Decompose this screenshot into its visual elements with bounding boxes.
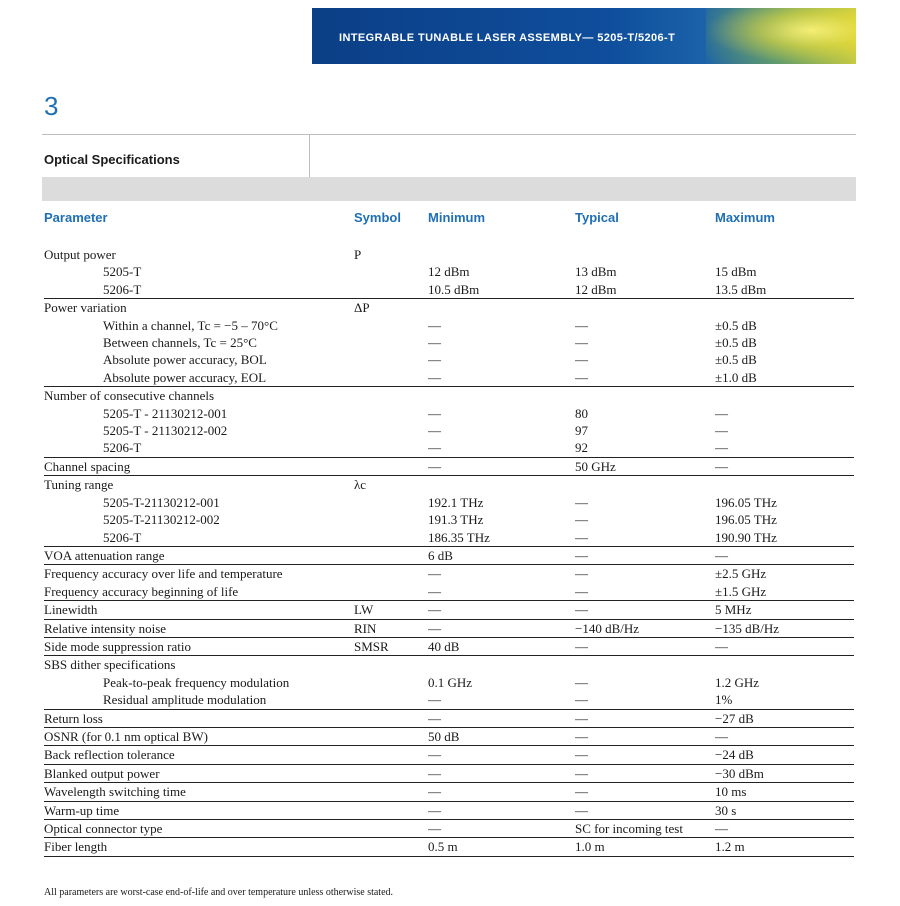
typical-cell: — bbox=[575, 566, 588, 582]
maximum-cell: — bbox=[715, 405, 728, 421]
param-cell: 5205-T-21130212-001 bbox=[103, 494, 220, 510]
minimum-cell: 12 dBm bbox=[428, 264, 470, 280]
symbol-cell bbox=[354, 439, 428, 457]
maximum-cell: 13.5 dBm bbox=[715, 281, 854, 299]
param-cell: Channel spacing bbox=[44, 457, 354, 475]
param-cell: Return loss bbox=[44, 709, 354, 727]
minimum-cell: — bbox=[428, 369, 575, 387]
typical-cell bbox=[575, 246, 715, 263]
minimum-cell: — bbox=[428, 764, 575, 782]
minimum-cell: — bbox=[428, 746, 575, 764]
section-divider bbox=[42, 134, 856, 135]
minimum-cell: 40 dB bbox=[428, 637, 575, 655]
symbol-cell bbox=[354, 317, 428, 334]
section-title: Optical Specifications bbox=[44, 152, 180, 167]
param-cell: Peak-to-peak frequency modulation bbox=[103, 674, 290, 690]
typical-cell: — bbox=[575, 783, 715, 801]
typical-cell: — bbox=[575, 637, 715, 655]
symbol-cell bbox=[354, 709, 428, 727]
table-row bbox=[44, 439, 854, 457]
typical-cell: — bbox=[575, 764, 715, 782]
symbol-cell bbox=[354, 387, 428, 405]
table-row bbox=[44, 838, 854, 856]
typical-cell: 92 bbox=[575, 439, 715, 457]
symbol-cell bbox=[354, 422, 428, 439]
typical-cell bbox=[575, 387, 715, 405]
symbol-cell bbox=[354, 764, 428, 782]
minimum-cell: 0.5 m bbox=[428, 838, 575, 856]
param-cell: Tuning range bbox=[44, 477, 114, 493]
banner-glow bbox=[706, 8, 856, 64]
symbol-cell bbox=[354, 281, 428, 299]
table-row bbox=[44, 674, 854, 691]
symbol-cell bbox=[354, 565, 428, 583]
table-row bbox=[44, 709, 854, 727]
typical-cell: — bbox=[575, 317, 588, 333]
maximum-cell: ±0.5 dB bbox=[715, 317, 757, 333]
table-row bbox=[44, 727, 854, 745]
param-cell: Frequency accuracy beginning of life bbox=[44, 583, 354, 601]
symbol-cell bbox=[354, 820, 428, 838]
typical-cell: — bbox=[575, 746, 715, 764]
minimum-cell: — bbox=[428, 439, 575, 457]
specifications-table bbox=[44, 246, 854, 857]
table-row bbox=[44, 299, 854, 317]
minimum-cell: 186.35 THz bbox=[428, 529, 575, 547]
minimum-cell: — bbox=[428, 335, 441, 351]
typical-cell: 50 GHz bbox=[575, 457, 715, 475]
typical-cell: — bbox=[575, 494, 588, 510]
maximum-cell bbox=[715, 299, 854, 317]
maximum-cell: — bbox=[715, 457, 854, 475]
maximum-cell: 1.2 m bbox=[715, 838, 854, 856]
typical-cell: 80 bbox=[575, 405, 588, 421]
symbol-cell: RIN bbox=[354, 619, 428, 637]
maximum-cell: — bbox=[715, 439, 854, 457]
typical-cell: — bbox=[575, 709, 715, 727]
maximum-cell: ±1.5 GHz bbox=[715, 583, 854, 601]
typical-cell: −140 dB/Hz bbox=[575, 619, 715, 637]
param-cell: 5206-T bbox=[44, 529, 354, 547]
symbol-cell: λc bbox=[354, 477, 367, 493]
minimum-cell: — bbox=[428, 566, 441, 582]
typical-cell: — bbox=[575, 369, 715, 387]
table-row bbox=[44, 801, 854, 819]
maximum-cell: −30 dBm bbox=[715, 764, 854, 782]
param-cell: Linewidth bbox=[44, 601, 354, 619]
table-row bbox=[44, 820, 854, 838]
symbol-cell: P bbox=[354, 247, 362, 262]
param-cell: Back reflection tolerance bbox=[44, 746, 354, 764]
param-cell: 5205-T bbox=[103, 264, 142, 280]
header-band bbox=[42, 177, 856, 201]
maximum-cell: 30 s bbox=[715, 801, 854, 819]
typical-cell: — bbox=[575, 529, 715, 547]
param-cell: Relative intensity noise bbox=[44, 619, 354, 637]
typical-cell: — bbox=[575, 512, 588, 528]
maximum-cell: 15 dBm bbox=[715, 264, 757, 280]
symbol-cell: SMSR bbox=[354, 637, 428, 655]
symbol-cell bbox=[354, 746, 428, 764]
table-row bbox=[44, 494, 854, 511]
table-row bbox=[44, 637, 854, 655]
symbol-cell bbox=[354, 546, 428, 564]
maximum-cell bbox=[715, 246, 854, 263]
minimum-cell: 10.5 dBm bbox=[428, 281, 575, 299]
maximum-cell bbox=[715, 476, 854, 494]
minimum-cell bbox=[428, 476, 575, 494]
symbol-cell: ΔP bbox=[354, 300, 370, 316]
maximum-cell: 196.05 THz bbox=[715, 512, 777, 528]
minimum-cell: 50 dB bbox=[428, 727, 575, 745]
maximum-cell bbox=[715, 656, 854, 674]
maximum-cell: −27 dB bbox=[715, 709, 854, 727]
symbol-cell bbox=[354, 263, 428, 280]
typical-cell bbox=[575, 299, 715, 317]
symbol-cell bbox=[354, 511, 428, 528]
maximum-cell bbox=[715, 387, 854, 405]
param-cell: 5205-T - 21130212-001 bbox=[103, 405, 228, 421]
param-cell: Number of consecutive channels bbox=[44, 388, 215, 404]
typical-cell bbox=[575, 656, 715, 674]
param-cell: Between channels, Tc = 25°C bbox=[103, 335, 257, 351]
param-cell: Side mode suppression ratio bbox=[44, 637, 354, 655]
table-row bbox=[44, 583, 854, 601]
maximum-cell: — bbox=[715, 820, 854, 838]
param-cell: Frequency accuracy over life and temperature bbox=[44, 566, 283, 582]
param-cell: Wavelength switching time bbox=[44, 783, 354, 801]
table-row bbox=[44, 529, 854, 547]
symbol-cell bbox=[354, 405, 428, 422]
maximum-cell: ±0.5 dB bbox=[715, 352, 757, 368]
minimum-cell bbox=[428, 387, 575, 405]
symbol-cell bbox=[354, 583, 428, 601]
banner-title: INTEGRABLE TUNABLE LASER ASSEMBLY— 5205-T/5206-T bbox=[339, 32, 676, 44]
table-row bbox=[44, 387, 854, 405]
maximum-cell: 196.05 THz bbox=[715, 494, 777, 510]
maximum-cell: ±2.5 GHz bbox=[715, 566, 767, 582]
minimum-cell: — bbox=[428, 820, 575, 838]
symbol-cell: LW bbox=[354, 601, 428, 619]
typical-cell: — bbox=[575, 352, 588, 368]
col-header-minimum: Minimum bbox=[428, 210, 486, 225]
minimum-cell: 192.1 THz bbox=[428, 494, 484, 510]
table-row bbox=[44, 511, 854, 528]
minimum-cell bbox=[428, 246, 575, 263]
param-cell: Blanked output power bbox=[44, 764, 354, 782]
maximum-cell: 1.2 GHz bbox=[715, 674, 760, 690]
param-cell: Optical connector type bbox=[44, 820, 354, 838]
table-row bbox=[44, 783, 854, 801]
table-row bbox=[44, 601, 854, 619]
col-header-symbol: Symbol bbox=[354, 210, 401, 225]
typical-cell: 97 bbox=[575, 423, 588, 439]
table-row bbox=[44, 656, 854, 674]
symbol-cell bbox=[354, 674, 428, 691]
header-banner bbox=[312, 8, 856, 64]
specifications-table-body bbox=[44, 246, 854, 856]
param-cell: Residual amplitude modulation bbox=[44, 691, 354, 709]
maximum-cell: 1% bbox=[715, 691, 854, 709]
maximum-cell: 5 MHz bbox=[715, 601, 854, 619]
typical-cell: 12 dBm bbox=[575, 281, 715, 299]
footnote: All parameters are worst-case end-of-life and over temperature unless otherwise stated. bbox=[44, 887, 394, 898]
symbol-cell bbox=[354, 334, 428, 351]
minimum-cell: 191.3 THz bbox=[428, 512, 484, 528]
table-row bbox=[44, 246, 854, 263]
table-row bbox=[44, 422, 854, 439]
table-row bbox=[44, 263, 854, 280]
table-row bbox=[44, 281, 854, 299]
table-row bbox=[44, 334, 854, 351]
symbol-cell bbox=[354, 801, 428, 819]
minimum-cell: — bbox=[428, 801, 575, 819]
param-cell: Fiber length bbox=[44, 838, 354, 856]
table-row bbox=[44, 546, 854, 564]
param-cell: 5206-T bbox=[44, 439, 354, 457]
minimum-cell: 6 dB bbox=[428, 546, 575, 564]
table-row bbox=[44, 351, 854, 368]
typical-cell bbox=[575, 476, 715, 494]
typical-cell: — bbox=[575, 801, 715, 819]
maximum-cell: — bbox=[715, 423, 728, 439]
typical-cell: 1.0 m bbox=[575, 838, 715, 856]
maximum-cell: −24 dB bbox=[715, 746, 854, 764]
table-row bbox=[44, 691, 854, 709]
maximum-cell: — bbox=[715, 546, 854, 564]
param-cell: Output power bbox=[44, 247, 116, 262]
table-row bbox=[44, 317, 854, 334]
table-row bbox=[44, 405, 854, 422]
minimum-cell: — bbox=[428, 601, 575, 619]
typical-cell: — bbox=[575, 674, 588, 690]
minimum-cell: — bbox=[428, 352, 441, 368]
symbol-cell bbox=[354, 691, 428, 709]
minimum-cell: — bbox=[428, 317, 441, 333]
maximum-cell: — bbox=[715, 727, 854, 745]
param-cell: Within a channel, Tc = −5 – 70°C bbox=[103, 317, 278, 333]
symbol-cell bbox=[354, 838, 428, 856]
param-cell: 5205-T - 21130212-002 bbox=[103, 423, 228, 439]
param-cell: SBS dither specifications bbox=[44, 657, 176, 673]
symbol-cell bbox=[354, 656, 428, 674]
param-cell: 5205-T-21130212-002 bbox=[103, 512, 220, 528]
param-cell: OSNR (for 0.1 nm optical BW) bbox=[44, 727, 354, 745]
col-header-maximum: Maximum bbox=[715, 210, 775, 225]
param-cell: 5206-T bbox=[44, 281, 354, 299]
symbol-cell bbox=[354, 783, 428, 801]
symbol-cell bbox=[354, 369, 428, 387]
minimum-cell bbox=[428, 656, 575, 674]
minimum-cell: — bbox=[428, 619, 575, 637]
col-header-parameter: Parameter bbox=[44, 210, 108, 225]
minimum-cell: 0.1 GHz bbox=[428, 674, 473, 690]
minimum-cell: — bbox=[428, 709, 575, 727]
symbol-cell bbox=[354, 727, 428, 745]
minimum-cell bbox=[428, 299, 575, 317]
typical-cell: — bbox=[575, 583, 715, 601]
table-row bbox=[44, 746, 854, 764]
minimum-cell: — bbox=[428, 423, 441, 439]
maximum-cell: ±1.0 dB bbox=[715, 369, 854, 387]
typical-cell: SC for incoming test bbox=[575, 820, 715, 838]
typical-cell: — bbox=[575, 335, 588, 351]
param-cell: Absolute power accuracy, EOL bbox=[44, 369, 354, 387]
table-row bbox=[44, 369, 854, 387]
minimum-cell: — bbox=[428, 405, 441, 421]
table-row bbox=[44, 565, 854, 583]
maximum-cell: 10 ms bbox=[715, 783, 854, 801]
typical-cell: 13 dBm bbox=[575, 264, 617, 280]
maximum-cell: 190.90 THz bbox=[715, 529, 854, 547]
maximum-cell: ±0.5 dB bbox=[715, 335, 757, 351]
symbol-cell bbox=[354, 494, 428, 511]
col-header-typical: Typical bbox=[575, 210, 619, 225]
maximum-cell: −135 dB/Hz bbox=[715, 619, 854, 637]
symbol-cell bbox=[354, 529, 428, 547]
table-row bbox=[44, 476, 854, 494]
maximum-cell: — bbox=[715, 637, 854, 655]
minimum-cell: — bbox=[428, 457, 575, 475]
typical-cell: — bbox=[575, 546, 715, 564]
symbol-cell bbox=[354, 351, 428, 368]
table-row bbox=[44, 457, 854, 475]
param-cell: Absolute power accuracy, BOL bbox=[103, 352, 267, 368]
param-cell: Power variation bbox=[44, 300, 127, 316]
table-row bbox=[44, 764, 854, 782]
param-cell: VOA attenuation range bbox=[44, 546, 354, 564]
typical-cell: — bbox=[575, 691, 715, 709]
section-number: 3 bbox=[44, 91, 59, 121]
minimum-cell: — bbox=[428, 783, 575, 801]
param-cell: Warm-up time bbox=[44, 801, 354, 819]
table-row bbox=[44, 619, 854, 637]
typical-cell: — bbox=[575, 727, 715, 745]
symbol-cell bbox=[354, 457, 428, 475]
minimum-cell: — bbox=[428, 691, 575, 709]
typical-cell: — bbox=[575, 601, 715, 619]
minimum-cell: — bbox=[428, 583, 575, 601]
